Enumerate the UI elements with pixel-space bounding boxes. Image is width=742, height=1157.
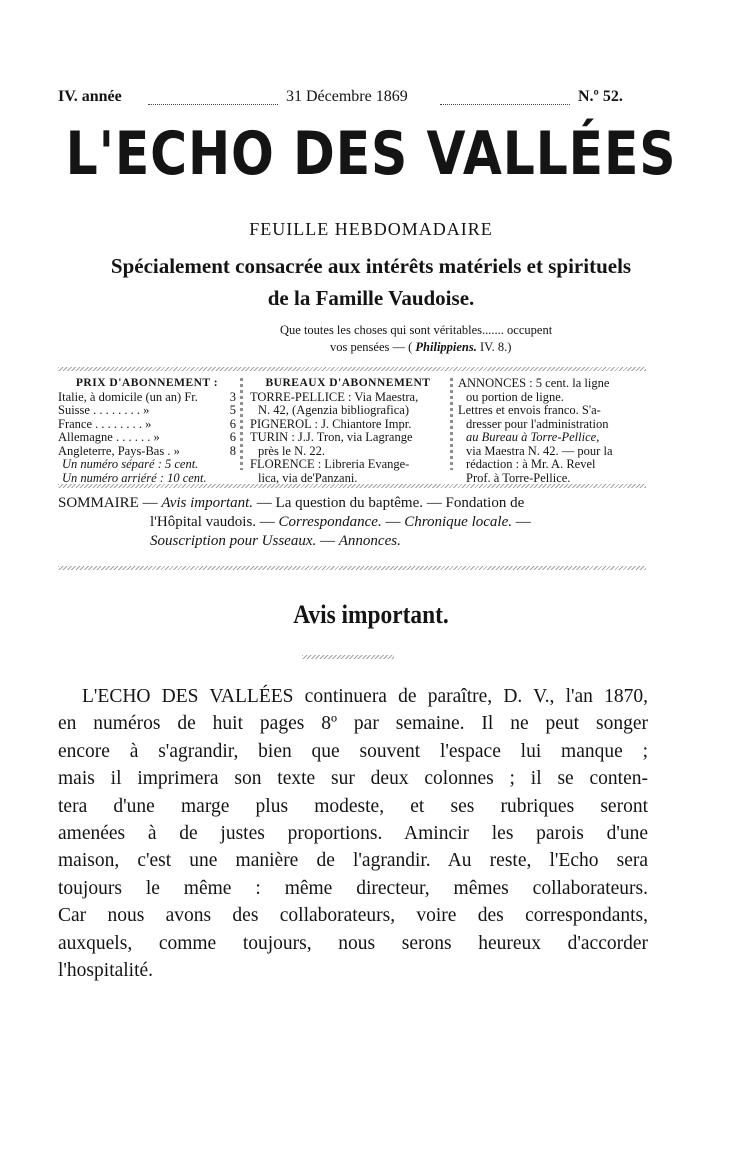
article-title-ornament: [302, 655, 394, 659]
epigraph-verse: IV. 8.): [480, 340, 512, 354]
toc-entry: Souscription pour Usseaux.: [150, 533, 317, 549]
subscription-heading: PRIX D'ABONNEMENT :: [75, 377, 219, 389]
epigraph-text: vos pensées — (: [330, 340, 413, 354]
price-row: Italie, à domicile (un an) Fr. 3: [58, 389, 236, 404]
toc-entry: Annonces.: [338, 533, 401, 549]
subscription-prices: [58, 377, 236, 485]
toc-entry: — La question du baptême. — Fondation de: [256, 495, 525, 511]
table-of-contents: [58, 494, 646, 551]
announcement-line: dresser pour l'administration: [466, 416, 609, 431]
year-label: IV. année: [58, 88, 122, 105]
announcement-line: Lettres et envois franco. S'a-: [458, 403, 601, 417]
price-row: Allemagne . . . . . . » 6: [58, 430, 236, 444]
dedication-line-2: de la Famille Vaudoise.: [267, 286, 475, 310]
offices-heading: BUREAUX D'ABONNEMENT: [265, 377, 431, 389]
header-dotted-rule-right: [440, 104, 570, 105]
article-line: mais il imprimera son texte sur deux colonnes ; il se conten-: [58, 768, 648, 790]
office-line: TURIN : J.J. Tron, via Lagrange: [250, 430, 413, 444]
toc-label: SOMMAIRE —: [58, 495, 158, 511]
price-row: France . . . . . . . . » 6: [58, 416, 236, 431]
dedication-line-1: Spécialement consacrée aux intérêts matériels et spirituels: [110, 254, 632, 278]
article-line: L'ECHO DES VALLÉES continuera de paraître, D. V., l'an 1870,: [82, 686, 648, 707]
article-line: toujours le même : même directeur, mêmes collaborateurs.: [58, 877, 648, 899]
header-line: [58, 88, 688, 112]
masthead-subtitle: FEUILLE HEBDOMADAIRE: [249, 219, 493, 239]
article-line: encore à s'agrandir, bien que souvent l'espace lui manque ;: [58, 740, 648, 762]
single-issue-price: Un numéro séparé : 5 cent.: [62, 457, 199, 471]
announcement-line: Prof. à Torre-Pellice.: [466, 470, 571, 485]
office-line: PIGNEROL : J. Chiantore Impr.: [250, 416, 412, 431]
article-line: en numéros de huit pages 8º par semaine. Il ne peut songer: [58, 713, 648, 735]
announcement-line: ou portion de ligne.: [466, 389, 564, 404]
price-row: Suisse . . . . . . . . » 5: [58, 403, 236, 417]
article-line: amenées à de justes proportions. Amincir les parois d'une: [58, 823, 648, 845]
toc-line-3: Souscription pour Usseaux. — Annonces.: [150, 533, 401, 549]
column-separator: [240, 378, 243, 470]
toc-entry: Chronique locale.: [404, 514, 512, 530]
announcements: [458, 377, 646, 485]
column-separator: [450, 378, 453, 470]
office-line: lica, via de'Panzani.: [258, 470, 358, 485]
article-body: [58, 683, 648, 984]
announcement-line: via Maestra N. 42. — pour la: [466, 443, 613, 458]
article-title: Avis important.: [293, 600, 449, 629]
epigraph-line-1: Que toutes les choses qui sont véritables....... occupent: [280, 323, 553, 337]
back-issue-price: Un numéro arriéré : 10 cent.: [62, 470, 207, 485]
wavy-rule-bottom: [58, 566, 646, 570]
article-line: auxquels, comme toujours, nous serons heureux d'accorder: [58, 932, 648, 954]
epigraph-reference: Philippiens.: [415, 340, 477, 354]
epigraph-line-2: [280, 339, 670, 356]
masthead-title: L'ECHO DES VALLÉES: [65, 119, 677, 189]
article-line: tera d'une marge plus modeste, et ses rubriques seront: [58, 795, 648, 817]
announcement-line: ANNONCES : 5 cent. la ligne: [458, 376, 610, 390]
article-line: Car nous avons des collaborateurs, voire des correspondants,: [58, 905, 648, 927]
epigraph: [280, 322, 670, 356]
office-line: FLORENCE : Libreria Evange-: [250, 457, 410, 471]
toc-line-2: l'Hôpital vaudois. — Correspondance. — Chronique locale. —: [150, 514, 531, 530]
issue-number: N.º 52.: [578, 88, 623, 105]
toc-entry: l'Hôpital vaudois. —: [150, 514, 275, 530]
announcement-line: rédaction : à Mr. A. Revel: [466, 457, 596, 471]
wavy-rule-middle: [58, 484, 646, 488]
office-line: TORRE-PELLICE : Via Maestra,: [250, 389, 419, 404]
price-row: Angleterre, Pays-Bas . » 8: [58, 443, 236, 458]
masthead-dedication: [0, 250, 742, 314]
office-line: près le N. 22.: [258, 443, 325, 458]
article-line: l'hospitalité.: [58, 960, 154, 982]
office-line: N. 42, (Agenzia bibliografica): [258, 403, 409, 417]
toc-entry: Avis important.: [161, 495, 254, 511]
toc-entry: Correspondance.: [278, 514, 382, 530]
header-dotted-rule-left: [148, 104, 278, 105]
subscription-offices: [250, 377, 446, 485]
announcement-line: au Bureau à Torre-Pellice,: [466, 430, 600, 444]
article-line: maison, c'est une manière de l'agrandir. Au reste, l'Echo sera: [58, 850, 648, 872]
toc-line-1: [58, 494, 646, 513]
issue-date: 31 Décembre 1869: [286, 88, 408, 105]
wavy-rule-top: [58, 367, 646, 371]
